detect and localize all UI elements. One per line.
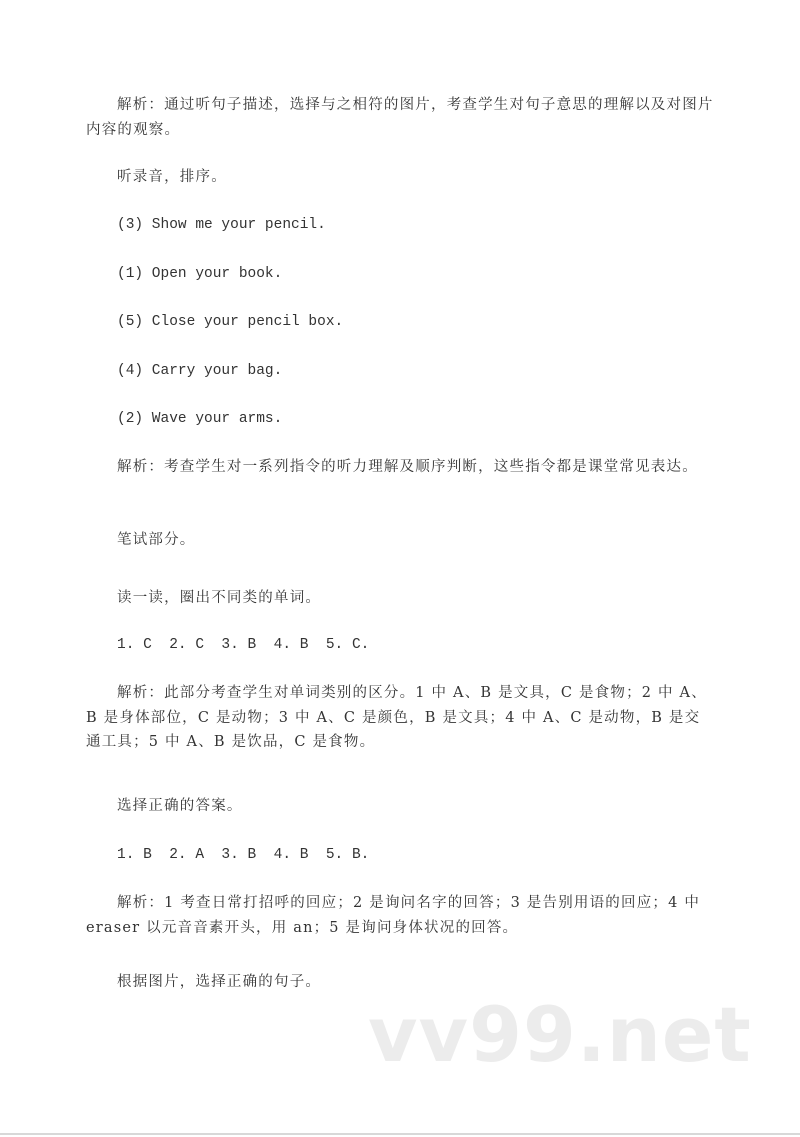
- answer-line: (3) Show me your pencil.: [117, 217, 326, 233]
- section-heading: 听录音，排序。: [117, 169, 227, 185]
- analysis-paragraph: 解析：此部分考查学生对单词类别的区分。1 中 A、B 是文具，C 是食物；2 中 A、B 是身体部位，C 是动物；3 中 A、C 是颜色，B 是文具；4 中 A、C 是动物，B 是交通工具；5 中 A、B 是饮品，C 是食物。: [86, 685, 707, 750]
- answer-line: 1. B 2. A 3. B 4. B 5. B.: [117, 847, 370, 863]
- section-heading: 选择正确的答案。: [117, 798, 243, 814]
- watermark: vv99.net: [368, 990, 752, 1079]
- answer-line: (2) Wave your arms.: [117, 411, 283, 427]
- section-heading: 读一读，圈出不同类的单词。: [117, 590, 322, 606]
- analysis-paragraph: 解析：通过听句子描述，选择与之相符的图片，考查学生对句子意思的理解以及对图片内容的观察。: [86, 97, 714, 138]
- section-heading: 根据图片，选择正确的句子。: [117, 974, 322, 990]
- analysis-paragraph: 解析：考查学生对一系列指令的听力理解及顺序判断，这些指令都是课堂常见表达。: [117, 459, 698, 475]
- answer-line: 1. C 2. C 3. B 4. B 5. C.: [117, 637, 370, 653]
- section-heading: 笔试部分。: [117, 532, 196, 548]
- answer-line: (4) Carry your bag.: [117, 363, 283, 379]
- analysis-paragraph: 解析：1 考查日常打招呼的回应；2 是询问名字的回答；3 是告别用语的回应；4 中 eraser 以元音音素开头，用 an；5 是询问身体状况的回答。: [86, 895, 701, 936]
- answer-line: (1) Open your book.: [117, 266, 283, 282]
- page-bottom-divider: [0, 1133, 800, 1135]
- answer-line: (5) Close your pencil box.: [117, 314, 344, 330]
